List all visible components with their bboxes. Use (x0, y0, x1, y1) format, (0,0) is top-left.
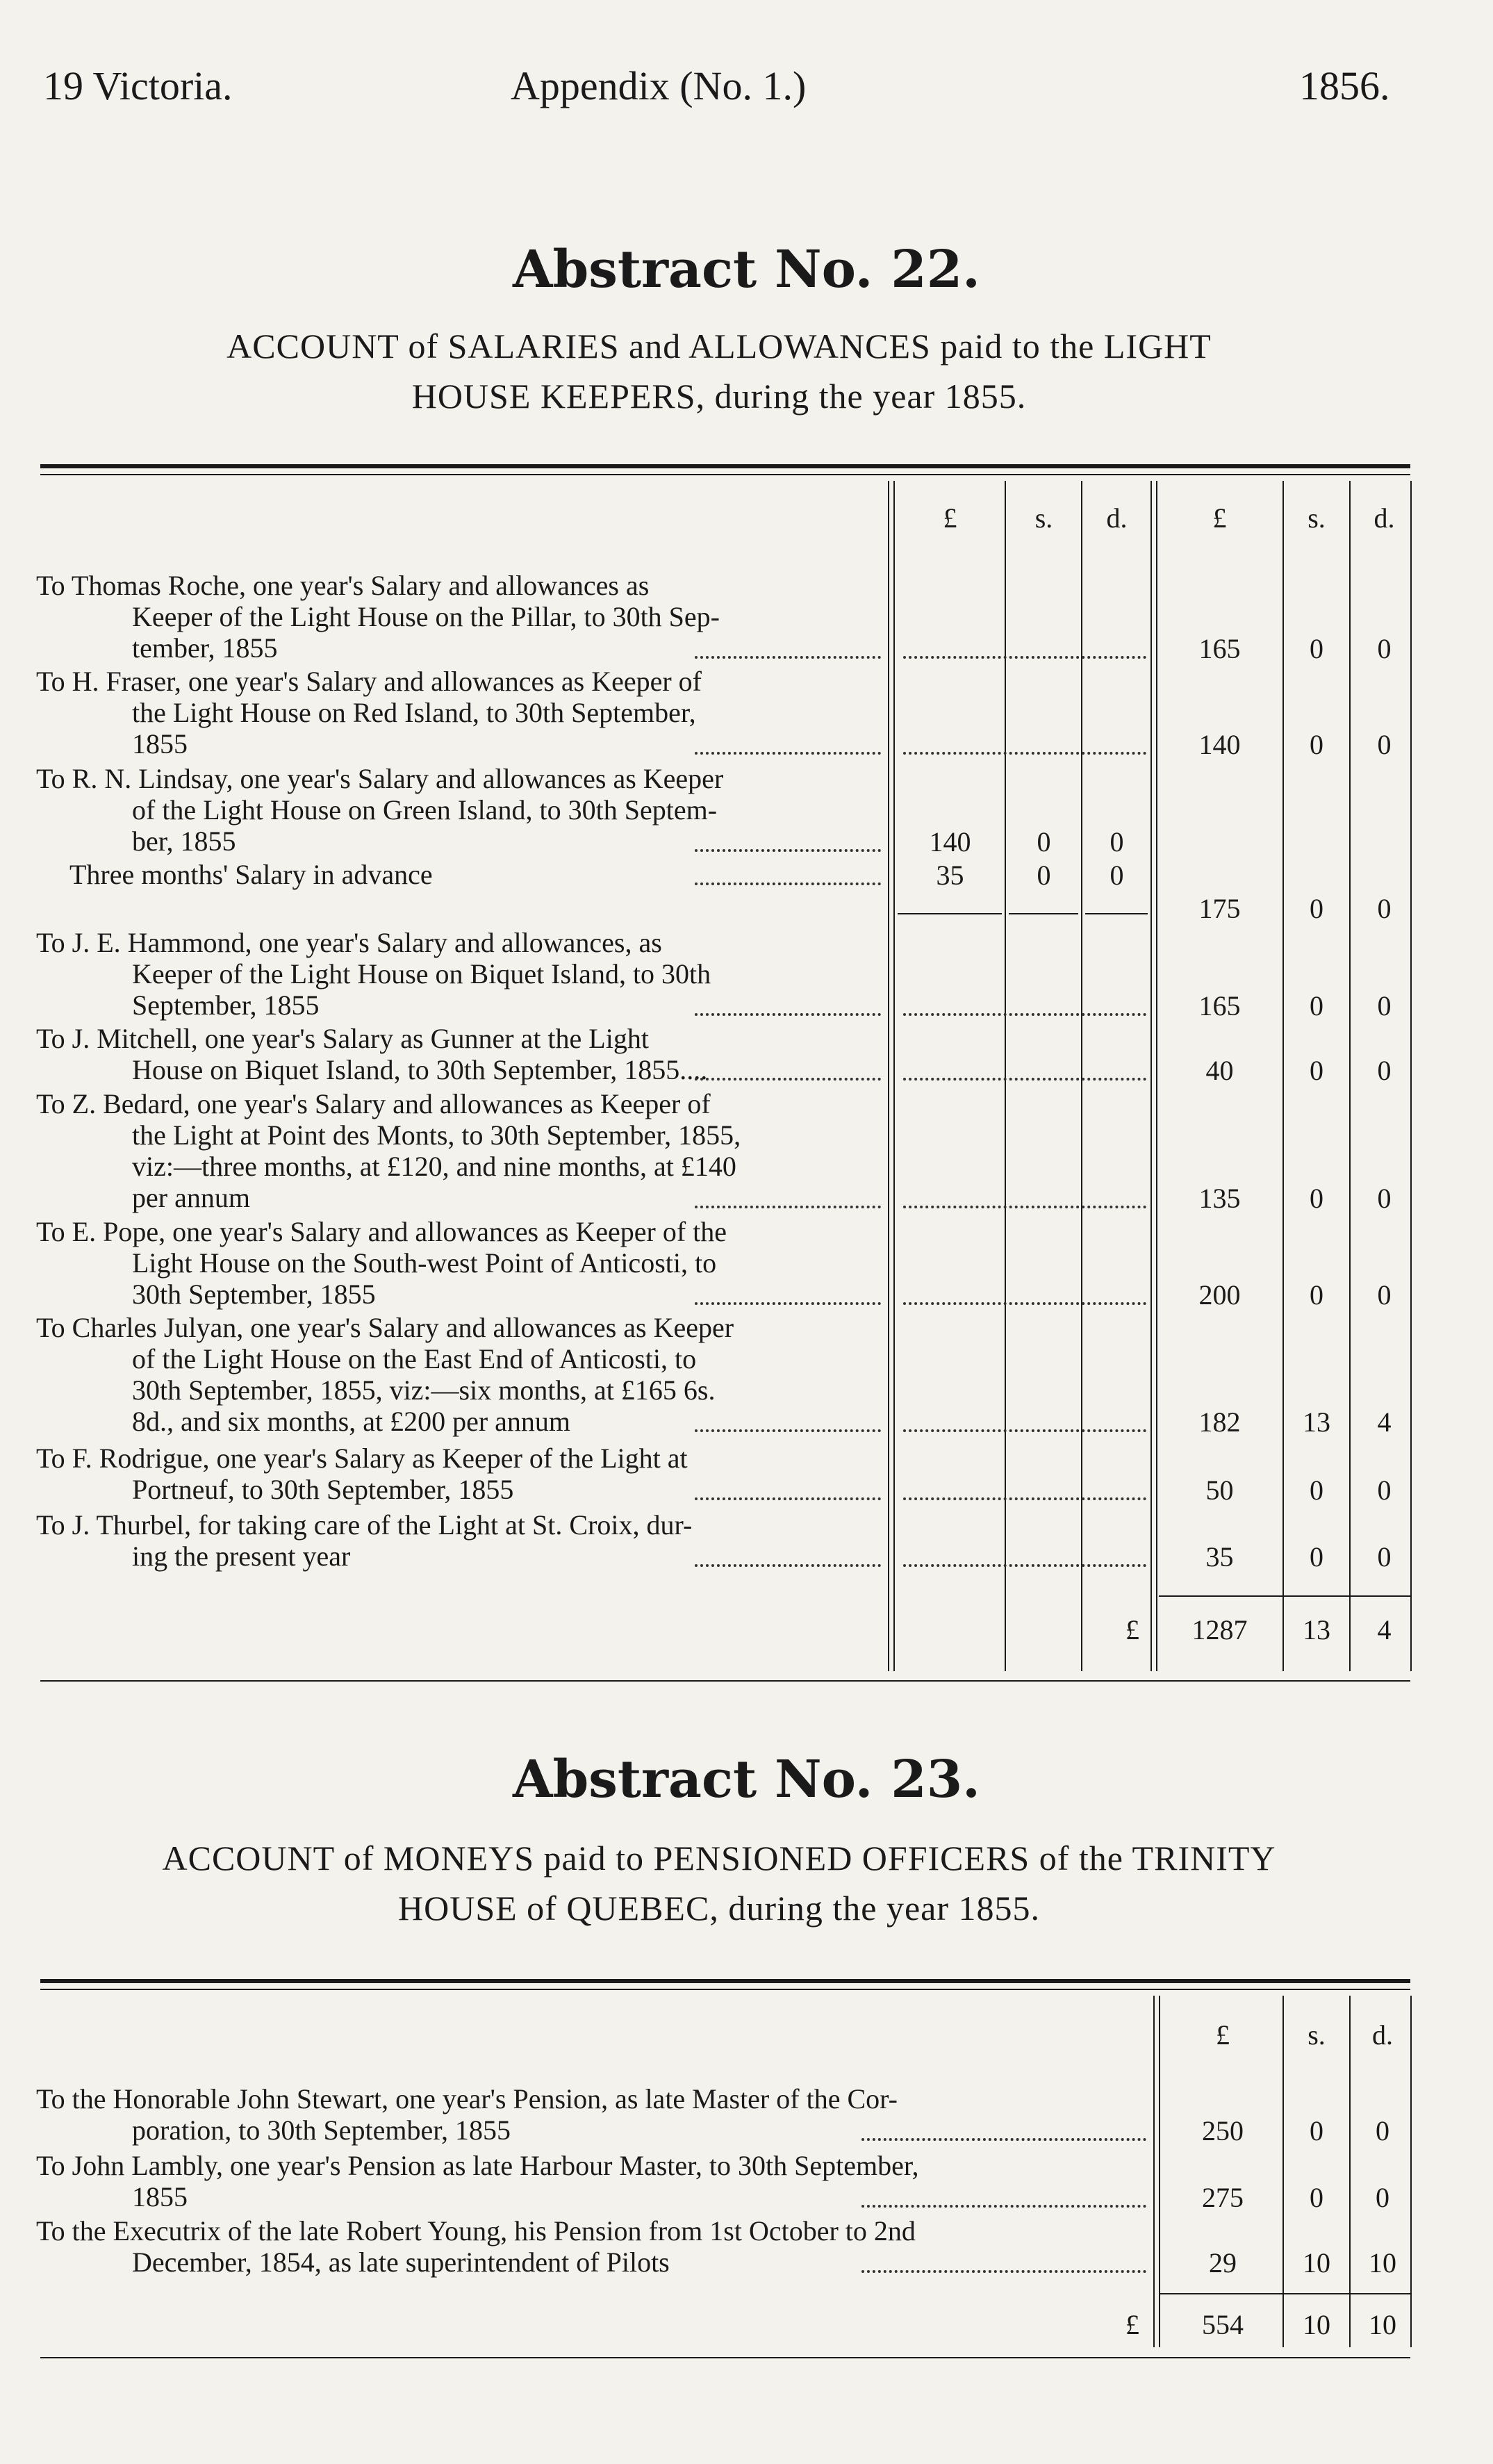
entry-line: viz:—three months, at £120, and nine months, at £140 (132, 1151, 736, 1182)
outer-amount: 40 (1205, 1055, 1234, 1086)
amount: 0 (1376, 2182, 1389, 2213)
inner-amount: 0 (1037, 860, 1051, 891)
outer-amount: 13 (1303, 1406, 1330, 1438)
entry-line: To E. Pope, one year's Salary and allowances as Keeper of the (36, 1216, 727, 1247)
outer-amount: 175 (1198, 893, 1241, 924)
entry-line: tember, 1855 (132, 632, 278, 664)
outer-amount: 182 (1198, 1406, 1241, 1438)
leader-dots (861, 2138, 1146, 2141)
amount: 10 (1369, 2247, 1396, 2278)
entry-line: 30th September, 1855 (132, 1279, 376, 1310)
leader-dots (861, 2270, 1146, 2273)
entry-line: To F. Rodrigue, one year's Salary as Keeper of the Light at (36, 1443, 688, 1474)
entry-line: Light House on the South-west Point of Anticosti, to (132, 1247, 717, 1279)
entry-line: December, 1854, as late superintendent of Pilots (132, 2247, 670, 2278)
abstract23-column-rule (1282, 1996, 1284, 2347)
amount: 0 (1310, 2115, 1323, 2146)
entry-line: Three months' Salary in advance (69, 859, 433, 890)
column-header: £ (1216, 2019, 1230, 2051)
header-right: 1856. (1299, 63, 1390, 108)
total-amount: 10 (1369, 2309, 1396, 2340)
outer-amount: 0 (1310, 893, 1323, 924)
amount: 0 (1376, 2115, 1389, 2146)
total-rule (1159, 2293, 1410, 2294)
abstract23-column-rule (1159, 1996, 1160, 2347)
entry-line: To R. N. Lindsay, one year's Salary and allowances as Keeper (36, 763, 724, 794)
outer-amount: 135 (1198, 1183, 1241, 1214)
column-header: s. (1034, 502, 1053, 534)
outer-amount: 0 (1310, 1183, 1323, 1214)
abstract22-subtitle-line2: HOUSE KEEPERS, during the year 1855. (411, 377, 1027, 416)
outer-amount: 0 (1310, 633, 1323, 664)
outer-amount: 0 (1310, 1475, 1323, 1506)
total-currency-symbol: £ (1125, 1614, 1139, 1645)
column-header: £ (943, 502, 957, 534)
entry-line: 30th September, 1855, viz:—six months, at £165 6s. (132, 1374, 716, 1406)
outer-amount: 0 (1310, 1279, 1323, 1311)
outer-amount: 0 (1310, 729, 1323, 760)
abstract23-top-rule-thin (40, 1989, 1410, 1990)
outer-amount: 0 (1377, 1183, 1392, 1214)
column-header: d. (1372, 2019, 1393, 2051)
outer-amount: 165 (1198, 990, 1241, 1021)
entry-line: To J. Mitchell, one year's Salary as Gunner at the Light (36, 1023, 649, 1054)
header-left: 19 Victoria. (43, 63, 233, 108)
total-currency-symbol: £ (1125, 2309, 1139, 2340)
entry-line: the Light House on Red Island, to 30th September, (132, 697, 696, 728)
outer-amount: 35 (1205, 1541, 1234, 1572)
leader-dots (861, 2205, 1146, 2208)
entry-line: House on Biquet Island, to 30th September, 1855.... (132, 1054, 708, 1085)
entry-line: To Charles Julyan, one year's Salary and allowances as Keeper (36, 1312, 734, 1343)
outer-amount: 0 (1310, 1541, 1323, 1572)
entry-line: 1855 (132, 2181, 188, 2212)
amount: 10 (1303, 2247, 1330, 2278)
outer-amount: 0 (1377, 893, 1392, 924)
entry-line: 1855 (132, 728, 188, 759)
total-amount: 13 (1303, 1614, 1330, 1645)
outer-amount: 140 (1198, 729, 1241, 760)
outer-amount: 165 (1198, 633, 1241, 664)
entry-line: Keeper of the Light House on the Pillar, to 30th Sep- (132, 601, 720, 632)
entry-line: To John Lambly, one year's Pension as late Harbour Master, to 30th September, (36, 2150, 919, 2181)
outer-amount: 0 (1377, 633, 1392, 664)
entry-line: Keeper of the Light House on Biquet Island, to 30th (132, 958, 711, 989)
inner-amount: 0 (1037, 826, 1051, 857)
inner-amount: 140 (929, 826, 971, 857)
entry-line: ber, 1855 (132, 826, 236, 857)
entry-line: of the Light House on Green Island, to 30th Septem- (132, 794, 718, 826)
inner-amount: 0 (1110, 860, 1124, 891)
outer-amount: 0 (1377, 1055, 1392, 1086)
entry-line: To the Honorable John Stewart, one year's Pension, as late Master of the Cor- (36, 2083, 898, 2114)
total-amount: 4 (1377, 1614, 1392, 1645)
outer-amount: 0 (1377, 990, 1392, 1021)
abstract23-top-rule (40, 1979, 1410, 1983)
outer-amount: 200 (1198, 1279, 1241, 1311)
entry-line: To Thomas Roche, one year's Salary and allowances as (36, 570, 650, 601)
header-center: Appendix (No. 1.) (511, 63, 807, 108)
abstract23-subtitle-line2: HOUSE of QUEBEC, during the year 1855. (398, 1889, 1040, 1928)
abstract23-column-rule (1153, 1996, 1155, 2347)
outer-amount: 0 (1310, 990, 1323, 1021)
inner-amount: 0 (1110, 826, 1124, 857)
total-amount: 1287 (1191, 1614, 1248, 1645)
total-amount: 10 (1303, 2309, 1330, 2340)
outer-amount: 0 (1377, 729, 1392, 760)
amount: 250 (1202, 2115, 1244, 2146)
abstract23-title: Abstract No. 23. (513, 1750, 980, 1809)
entry-line: the Light at Point des Monts, to 30th September, 1855, (132, 1119, 741, 1151)
abstract22-subtitle-line1: ACCOUNT of SALARIES and ALLOWANCES paid to the LIGHT (226, 327, 1212, 366)
amount: 29 (1209, 2247, 1237, 2278)
entry-line: ing the present year (132, 1541, 351, 1572)
outer-amount: 0 (1377, 1279, 1392, 1311)
abstract22-title: Abstract No. 22. (513, 240, 980, 299)
column-header: s. (1308, 502, 1326, 534)
outer-amount: 0 (1377, 1541, 1392, 1572)
outer-amount: 50 (1205, 1475, 1234, 1506)
entry-line: To Z. Bedard, one year's Salary and allowances as Keeper of (36, 1088, 711, 1119)
column-header: £ (1212, 502, 1227, 534)
entry-line: To J. Thurbel, for taking care of the Light at St. Croix, dur- (36, 1509, 693, 1541)
total-amount: 554 (1202, 2309, 1244, 2340)
outer-amount: 0 (1310, 1055, 1323, 1086)
abstract23-bottom-rule (40, 2357, 1410, 2358)
entry-line: of the Light House on the East End of Anticosti, to (132, 1343, 697, 1374)
outer-amount: 0 (1377, 1475, 1392, 1506)
entry-line: 8d., and six months, at £200 per annum (132, 1406, 571, 1437)
entry-line: To J. E. Hammond, one year's Salary and allowances, as (36, 927, 662, 958)
column-header: s. (1308, 2019, 1326, 2051)
entry-line: poration, to 30th September, 1855 (132, 2114, 511, 2146)
entry-line: Portneuf, to 30th September, 1855 (132, 1474, 514, 1505)
column-header: d. (1374, 502, 1395, 534)
entry-line: To H. Fraser, one year's Salary and allowances as Keeper of (36, 666, 702, 697)
inner-amount: 35 (936, 860, 964, 891)
entry-line: September, 1855 (132, 989, 320, 1021)
column-header: d. (1106, 502, 1128, 534)
abstract23-column-rule (1349, 1996, 1351, 2347)
entry-line: To the Executrix of the late Robert Young, his Pension from 1st October to 2nd (36, 2215, 916, 2247)
amount: 275 (1202, 2182, 1244, 2213)
entry-line: per annum (132, 1182, 250, 1213)
outer-amount: 4 (1377, 1406, 1392, 1438)
abstract23-subtitle-line1: ACCOUNT of MONEYS paid to PENSIONED OFFICERS of the TRINITY (162, 1839, 1276, 1878)
amount: 0 (1310, 2182, 1323, 2213)
